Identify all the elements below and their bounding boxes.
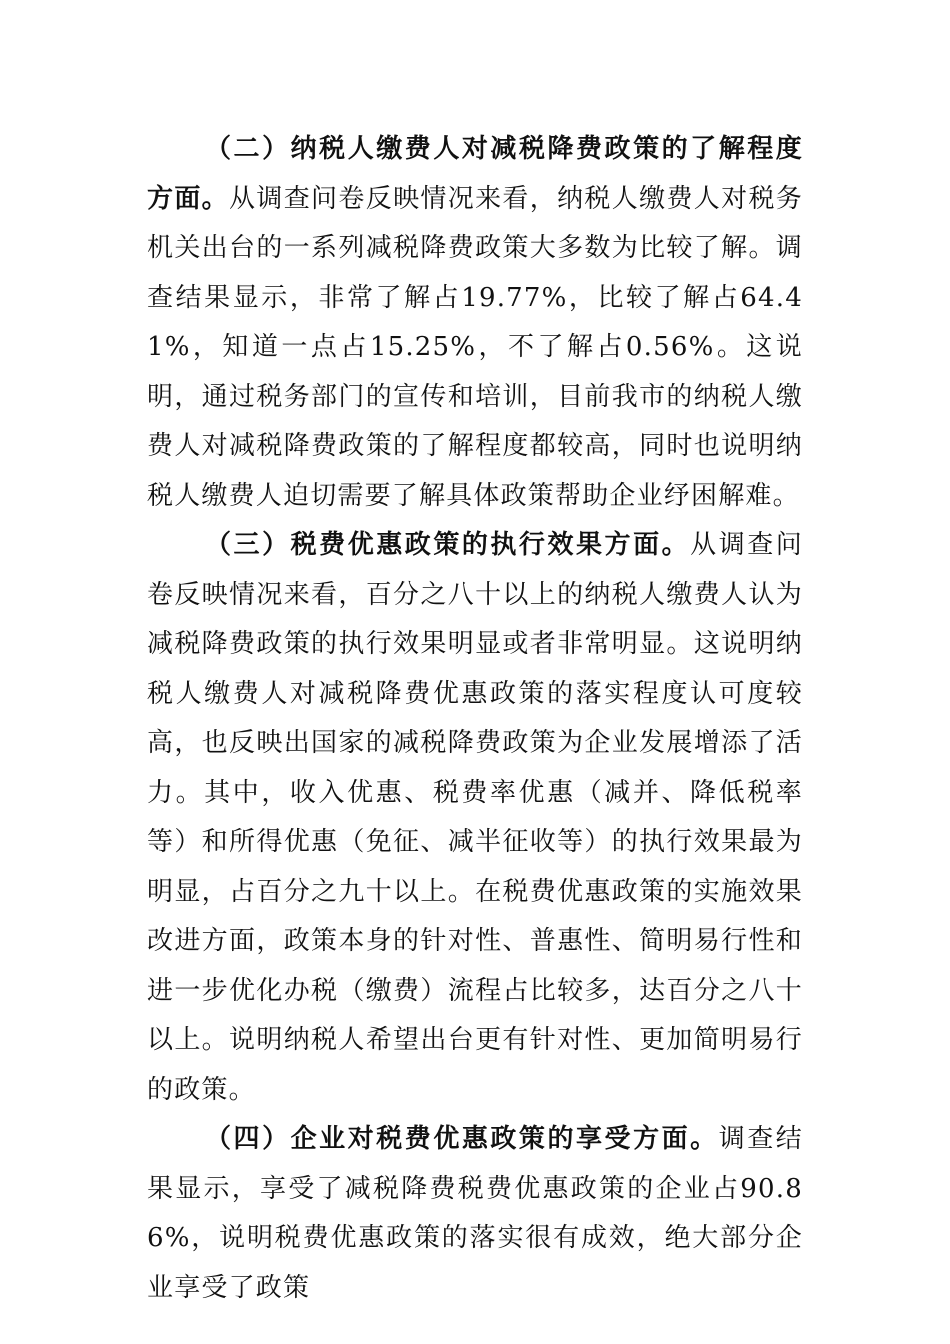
section-heading: （三）税费优惠政策的执行效果方面。	[205, 530, 691, 560]
paragraph-section-4	[147, 1115, 803, 1313]
section-heading: （二）纳税人缴费人对减税降费政策的了解程度方面。	[147, 134, 803, 214]
section-text: 从调查问卷反映情况来看，纳税人缴费人对税务机关出台的一系列减税降费政策大多数为比较了解。调查结果显示，非常了解占19.77%，比较了解占64.41%，知道一点占15.25%，不了解占0.56%。这说明，通过税务部门的宣传和培训，目前我市的纳税人缴费人对减税降费政策的了解程度都较高，同时也说明纳税人缴费人迫切需要了解具体政策帮助企业纾困解难。	[147, 183, 804, 511]
section-text: 调查结果显示，享受了减税降费税费优惠政策的企业占90.86%，说明税费优惠政策的落实很有成效，绝大部分企业享受了政策	[147, 1124, 803, 1303]
section-text: 从调查问卷反映情况来看，百分之八十以上的纳税人缴费人认为减税降费政策的执行效果明显或者非常明显。这说明纳税人缴费人对减税降费优惠政策的落实程度认可度较高，也反映出国家的减税降费政策为企业发展增添了活力。其中，收入优惠、税费率优惠（减并、降低税率等）和所得优惠（免征、减半征收等）的执行效果最为明显，占百分之九十以上。在税费优惠政策的实施效果改进方面，政策本身的针对性、普惠性、简明易行性和进一步优化办税（缴费）流程占比较多，达百分之八十以上。说明纳税人希望出台更有针对性、更加简明易行的政策。	[147, 530, 803, 1105]
paragraph-section-2	[147, 125, 803, 521]
section-heading: （四）企业对税费优惠政策的享受方面。	[205, 1124, 719, 1154]
paragraph-section-3	[147, 521, 803, 1115]
document-body	[147, 125, 803, 1313]
